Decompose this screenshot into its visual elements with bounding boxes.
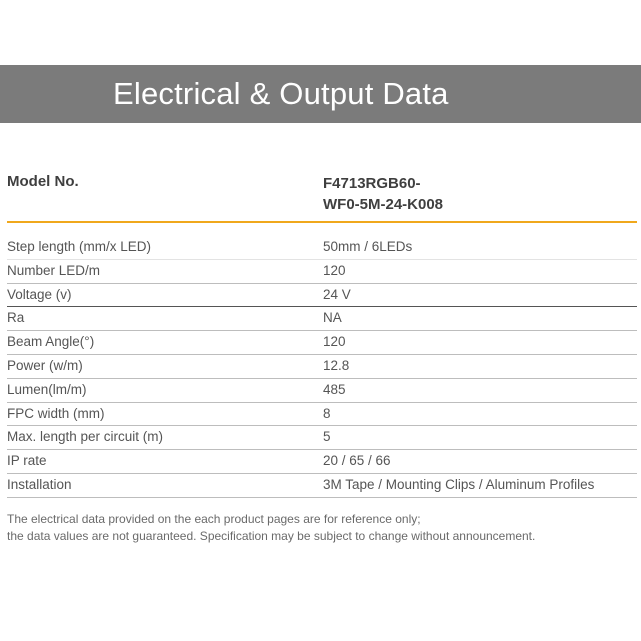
spec-table — [7, 236, 637, 498]
spec-label: Installation — [7, 476, 72, 492]
accent-divider — [7, 221, 637, 223]
spec-value: 120 — [323, 334, 346, 350]
spec-value: NA — [323, 310, 342, 326]
model-number-value — [323, 173, 443, 215]
spec-row-ip-rate — [7, 450, 637, 474]
spec-row-power — [7, 355, 637, 379]
spec-label: IP rate — [7, 453, 47, 469]
header-banner — [0, 65, 641, 123]
model-number-line-2: WF0-5M-24-K008 — [323, 196, 444, 213]
disclaimer-footnote — [7, 511, 637, 545]
spec-label: Number LED/m — [7, 262, 101, 278]
disclaimer-line-2: the data values are not guaranteed. Specification may be subject to change without announcement. — [7, 529, 536, 543]
spec-value: 8 — [323, 405, 331, 421]
spec-value: 12.8 — [323, 357, 350, 373]
disclaimer-line-1: The electrical data provided on the each product pages are for reference only; — [7, 512, 421, 526]
spec-row-fpc-width — [7, 403, 637, 427]
spec-label: Voltage (v) — [7, 286, 72, 302]
spec-row-voltage — [7, 284, 637, 308]
spec-row-ra — [7, 307, 637, 331]
spec-row-max-length — [7, 426, 637, 450]
spec-value: 24 V — [323, 286, 351, 302]
page-title: Electrical & Output Data — [113, 76, 449, 111]
spec-value: 5 — [323, 429, 331, 445]
spec-row-number-led — [7, 260, 637, 284]
spec-row-beam-angle — [7, 331, 637, 355]
spec-value: 50mm / 6LEDs — [323, 239, 413, 254]
spec-value: 120 — [323, 262, 346, 278]
spec-row-step-length — [7, 236, 637, 260]
spec-label: Step length (mm/x LED) — [7, 239, 152, 254]
spec-value: 20 / 65 / 66 — [323, 453, 391, 469]
spec-label: Ra — [7, 310, 25, 326]
spec-value: 3M Tape / Mounting Clips / Aluminum Profiles — [323, 476, 595, 492]
spec-row-lumen — [7, 379, 637, 403]
spec-label: Max. length per circuit (m) — [7, 429, 164, 445]
spec-label: Beam Angle(°) — [7, 334, 95, 350]
spec-label: Lumen(lm/m) — [7, 381, 87, 397]
spec-row-installation — [7, 474, 637, 498]
model-number-label: Model No. — [7, 173, 79, 190]
spec-label: Power (w/m) — [7, 357, 83, 373]
spec-label: FPC width (mm) — [7, 405, 105, 421]
model-number-line-1: F4713RGB60- — [323, 175, 421, 192]
spec-value: 485 — [323, 381, 346, 397]
